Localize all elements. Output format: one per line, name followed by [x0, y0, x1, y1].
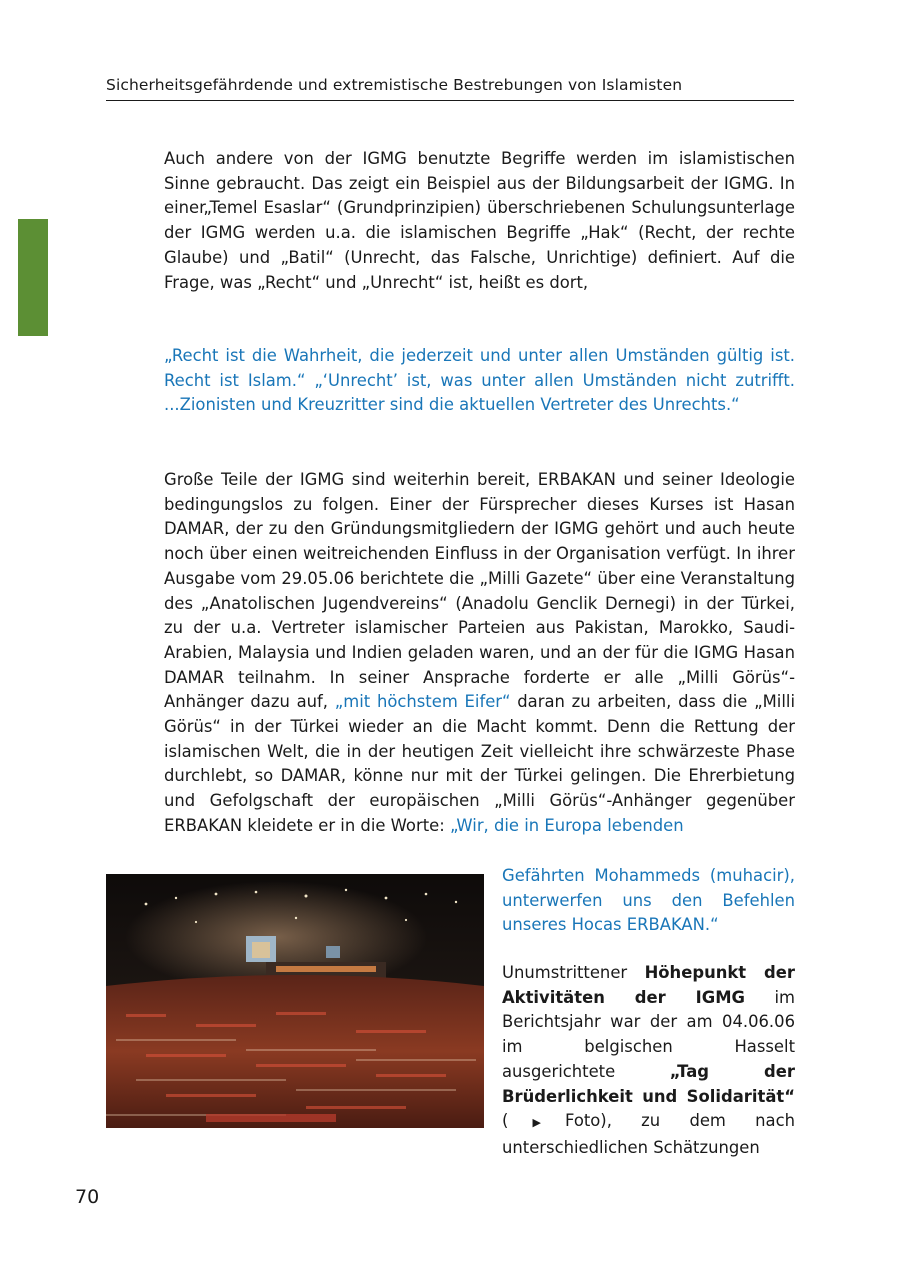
side-text-e: (	[502, 1111, 509, 1131]
paragraph-2	[164, 468, 795, 839]
side-text-f: Foto), zu dem nach unterschiedlichen Schätzungen	[502, 1111, 795, 1157]
paragraph-2-text-a: Große Teile der IGMG sind weiterhin bereit, ERBAKAN und seiner Ideologie bedingungslos zu folgen. Einer der Fürsprecher dieses Kurses ist Hasan DAMAR, der zu den Gründungsmitgliedern der IGMG gehört und auch heute noch über einen weitreichenden Einfluss in der Organisation verfügt. In ihrer Ausgabe vom 29.05.06 berichtete die „Milli Gazete“ über eine Veranstaltung des „Anatolischen Jugendvereins“ (Anadolu Genclik Dernegi) in der Türkei, zu der u.a. Vertreter islamischer Parteien aus Pakistan, Marokko, Saudi-Arabien, Malaysia und Indien geladen waren, und an der für die IGMG Hasan DAMAR teilnahm. In seiner Ansprache forderte er alle „Milli Görüs“-Anhänger dazu auf,	[164, 470, 795, 712]
bold-highlight-1: Höhepunkt der Aktivitäten der IGMG	[502, 963, 795, 1007]
event-photo	[106, 874, 484, 1128]
crowd-hall-image	[106, 874, 484, 1128]
side-text-c: im Berichtsjahr war der am 04.06.06 im belgischen Hasselt ausgerichtete	[502, 987, 795, 1081]
side-quote: Gefährten Mohammeds (muhacir), unterwerfen uns den Befehlen unseres Hocas ERBAKAN.“	[502, 866, 795, 935]
highlight-quote-wir: „Wir, die in Europa lebenden	[449, 815, 684, 835]
highlight-quote-eifer: „mit höchstem Eifer“	[334, 692, 511, 712]
side-text-a: Unumstrittener	[502, 963, 628, 982]
arrow-right-icon: ▶	[508, 1116, 565, 1130]
page-number: 70	[75, 1186, 100, 1208]
paragraph-1: Auch andere von der IGMG benutzte Begriffe werden im islamistischen Sinne gebraucht. Das zeigt ein Beispiel aus der Bildungsarbeit der IGMG. In einer„Temel Esaslar“ (Grundprinzipien) überschriebenen Schulungsunterlage der IGMG werden u.a. die islamischen Begriffe „Hak“ (Recht, der rechte Glaube) und „Batil“ (Unrecht, das Falsche, Unrichtige) definiert. Auf die Frage, was „Recht“ und „Unrecht“ ist, heißt es dort,	[164, 149, 795, 292]
bold-highlight-2: „Tag der Brüderlichkeit und Solidarität“	[502, 1061, 795, 1106]
side-paragraph	[502, 961, 795, 1161]
paragraph-2-text-c: daran zu arbeiten, dass die „Milli Görüs“ in der Türkei wieder an die Macht kommt. Denn die Rettung der islamischen Welt, die in der heutigen Zeit vielleicht ihre schwärzeste Phase durchlebt, so DAMAR, könne nur mit der Türkei gelingen. Die Ehrerbietung und Gefolgschaft der europäischen „Milli Görüs“-Anhänger gegenüber ERBAKAN kleidete er in die Worte:	[164, 692, 795, 835]
quote-1: „Recht ist die Wahrheit, die jederzeit und unter allen Umständen gültig ist. Recht ist Islam.“ „‘Unrecht’ ist, was unter allen Umständen nicht zutrifft. ...Zionisten und Kreuzritter sind die aktuellen Vertreter des Unrechts.“	[164, 346, 795, 415]
running-header: Sicherheitsgefährdende und extremistische Bestrebungen von Islamisten	[106, 76, 794, 101]
chapter-marker-bar	[18, 219, 48, 336]
